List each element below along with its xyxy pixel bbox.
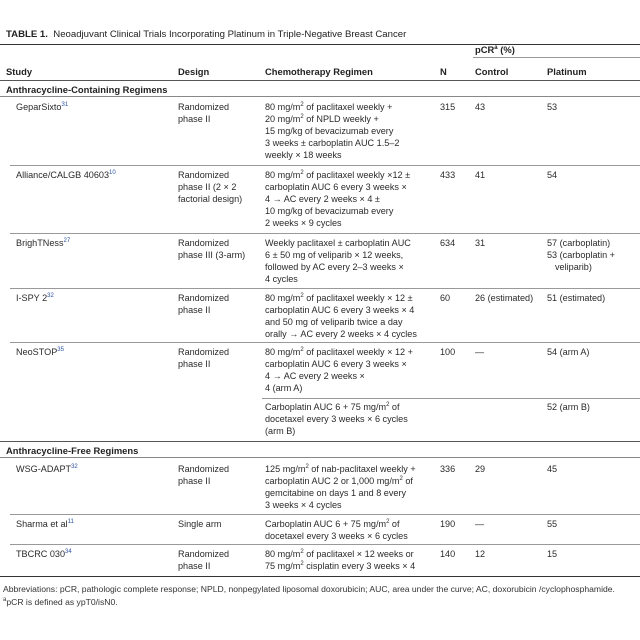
design-cell: Randomized phase II [178,464,230,487]
top-rule [0,44,640,45]
control-pcr-cell: — [475,519,485,529]
regimen-line: orally → AC every 2 weeks × 4 cycles [265,329,417,340]
row-rule [10,342,640,343]
regimen-cell [265,292,437,340]
section-divider [0,441,640,442]
header-control: Control [475,66,509,77]
platinum-pcr-cell: 54 (arm A) [547,347,590,357]
regimen-line: 4 (arm A) [265,383,303,394]
control-pcr-cell: 41 [475,170,486,180]
study-name: NeoSTOP$^{35}$ [16,346,64,357]
regimen-line: 2 weeks × 9 cycles [265,218,342,229]
regimen-line: carboplatin AUC 6 every 3 weeks × [265,359,407,370]
n-cell: 336 [440,464,456,474]
regimen-line: followed by AC every 2–3 weeks × [265,262,404,273]
regimen-cell [265,237,437,285]
regimen-line: gemcitabine on days 1 and 8 every [265,488,407,499]
regimen-line: (arm B) [265,426,296,437]
regimen-line: carboplatin AUC 6 every 3 weeks × 4 [265,305,415,316]
pcr-group-rule [473,57,640,58]
regimen-line: Weekly paclitaxel ± carboplatin AUC [265,238,411,248]
n-cell: 140 [440,549,456,559]
platinum-pcr-cell: 57 (carboplatin) 53 (carboplatin + veliparib) [547,238,615,273]
control-pcr-cell: 12 [475,549,486,559]
regimen-line: carboplatin AUC 6 every 3 weeks × [265,182,407,193]
regimen-cell [265,101,437,161]
platinum-pcr-cell: 55 [547,519,558,529]
design-cell: Single arm [178,519,222,529]
regimen-line: docetaxel every 3 weeks × 6 cycles [265,531,408,542]
regimen-line: 15 mg/kg of bevacizumab every [265,126,394,137]
arm-rule [262,398,640,399]
regimen-line: 80 $mg/m^2$ of paclitaxel × 12 weeks or [265,548,414,559]
n-cell: 190 [440,519,456,529]
regimen-line: 6 ± 50 mg of veliparib × 12 weeks, [265,250,404,261]
n-cell: 433 [440,170,456,180]
design-cell: Randomized phase II [178,549,230,572]
platinum-pcr-cell-arm-b: 52 (arm B) [547,402,590,412]
regimen-line: 4 cycles [265,274,298,285]
header-design: Design [178,66,210,77]
regimen-line: Carboplatin AUC 6 + 75 $mg/m^2$ of [265,401,400,412]
study-name: TBCRC 030$^{34}$ [16,548,72,559]
study-name: BrighTNess$^{27}$ [16,237,71,248]
header-platinum: Platinum [547,66,587,77]
regimen-line: 3 weeks × 4 cycles [265,500,342,511]
study-name: Alliance/CALGB 40603$^{10}$ [16,169,116,180]
regimen-line: carboplatin AUC 2 or 1,000 $mg/m^2$ of [265,476,413,487]
row-rule [10,514,640,515]
study-name: GeparSixto$^{31}$ [16,101,69,112]
regimen-cell [265,463,437,511]
row-rule [10,233,640,234]
n-cell: 315 [440,102,456,112]
regimen-cell [265,518,437,542]
section-rule [0,96,640,97]
header-study: Study [6,66,33,77]
platinum-pcr-cell: 51 (estimated) [547,293,606,303]
control-pcr-cell: 31 [475,238,486,248]
table-title: Neoadjuvant Clinical Trials Incorporating Platinum in Triple-Negative Breast Cancer [53,29,407,40]
regimen-line: 3 weeks ± carboplatin AUC 1.5–2 [265,138,400,149]
header-rule [0,80,640,81]
regimen-line: 75 $mg/m^2$ cisplatin every 3 weeks × 4 [265,561,416,572]
design-cell: Randomized phase II [178,102,230,125]
regimen-line: 80 $mg/m^2$ of paclitaxel weekly ×12 ± [265,169,411,180]
control-pcr-cell: 29 [475,464,486,474]
regimen-line: 80 $mg/m^2$ of paclitaxel weekly + [265,101,393,112]
bottom-rule [0,576,640,577]
row-rule [10,288,640,289]
regimen-line: 20 $mg/m^2$ of NPLD weekly + [265,114,379,125]
regimen-line: 4 → AC every 2 weeks × [265,371,365,382]
n-cell: 100 [440,347,456,357]
design-cell: Randomized phase II [178,293,230,316]
regimen-line: 80 $mg/m^2$ of paclitaxel weekly × 12 + [265,346,413,357]
platinum-pcr-cell: 15 [547,549,558,559]
row-rule [10,165,640,166]
regimen-line: 80 $mg/m^2$ of paclitaxel weekly × 12 ± [265,292,413,303]
regimen-line: weekly × 18 weeks [265,150,342,161]
regimen-line: docetaxel every 3 weeks × 6 cycles [265,414,408,425]
design-cell: Randomized phase III (3-arm) [178,238,246,261]
control-pcr-cell: — [475,347,485,357]
regimen-line: 10 mg/kg of bevacizumab every [265,206,394,217]
study-name: WSG-ADAPT$^{32}$ [16,463,78,474]
footnotes [3,583,637,608]
regimen-line: Carboplatin AUC 6 + 75 $mg/m^2$ of [265,518,400,529]
section-rule [0,457,640,458]
regimen-line: 125 $mg/m^2$ of nab-paclitaxel weekly + [265,463,416,474]
platinum-pcr-cell: 53 [547,102,558,112]
design-cell: Randomized phase II (2 × 2 factorial design) [178,170,243,205]
table-label: TABLE 1. [6,29,48,40]
platinum-pcr-cell: 45 [547,464,558,474]
platinum-pcr-cell: 54 [547,170,558,180]
study-name: Sharma et al$^{11}$ [16,518,74,529]
header-regimen: Chemotherapy Regimen [265,66,373,77]
regimen-cell [265,548,437,572]
regimen-line: and 50 mg of veliparib twice a day [265,317,403,328]
regimen-cell [265,346,437,394]
n-cell: 60 [440,293,451,303]
row-rule [10,544,640,545]
pcr-group-header: pCR$^a$ (%) [475,44,515,55]
section-title: Anthracycline-Containing Regimens [6,84,168,95]
design-cell: Randomized phase II [178,347,230,370]
section-title: Anthracycline-Free Regimens [6,445,139,456]
regimen-line: 4 → AC every 2 weeks × 4 ± [265,194,380,205]
table-caption [6,29,636,40]
control-pcr-cell: 26 (estimated) [475,293,534,303]
header-n: N [440,66,447,77]
control-pcr-cell: 43 [475,102,486,112]
regimen-cell [265,169,437,229]
abbreviations-footnote: Abbreviations: pCR, pathologic complete response; NPLD, nonpegylated liposomal doxorubicin; AUC, area under the curve; AC, doxorubicin /cyclophosphamide. [3,584,615,594]
n-cell: 634 [440,238,456,248]
regimen-cell-arm-b [265,401,437,437]
study-name: I-SPY 2$^{32}$ [16,292,54,303]
pcr-definition-footnote: $^a$pCR is defined as ypT0/isN0. [3,596,118,607]
